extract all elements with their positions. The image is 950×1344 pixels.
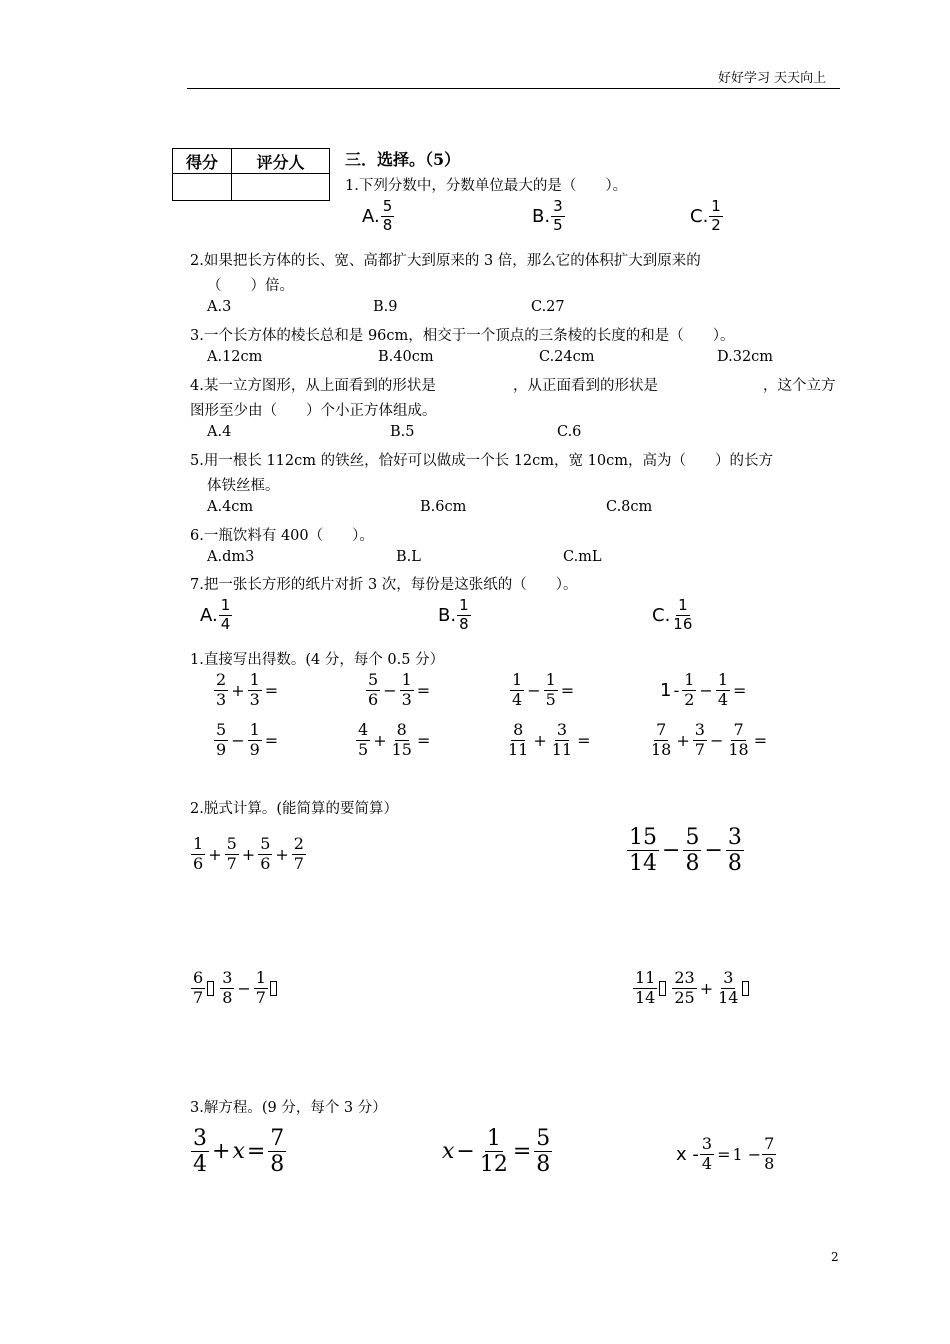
unknown-operator-box (659, 981, 666, 996)
unknown-operator-box (270, 981, 277, 996)
calc1-item-8: $\frac{7}{18}$ + $\frac{3}{7}$ − $\frac{7}{18}$ = (651, 720, 768, 759)
calc2-expr-3: $\frac{6}{7}$ $\frac{3}{8}$ − $\frac{1}{7}$ (190, 970, 278, 1007)
q6-option-b: B.L (396, 549, 421, 565)
score-label: 得分 (173, 149, 232, 174)
q7-option-a: A. $\frac{1}{4}$ (200, 596, 231, 633)
grader-cell[interactable] (232, 174, 330, 201)
q5-line1: 5.用一根长 112cm 的铁丝，恰好可以做成一个长 12cm，宽 10cm，高为（ ）的长方 (190, 453, 773, 469)
calc1-item-1: $\frac{2}{3}$ + $\frac{1}{3}$ = (216, 670, 279, 709)
q2-line2: （ ）倍。 (207, 278, 294, 294)
calc3-title: 3.解方程。(9 分，每个 3 分） (190, 1100, 387, 1116)
q4-part1: 4.某一立方图形，从上面看到的形状是 (190, 378, 436, 394)
q2-line1: 2.如果把长方体的长、宽、高都扩大到原来的 3 倍，那么它的体积扩大到原来的 (190, 253, 701, 269)
q1-option-c: C. $\frac{1}{2}$ (690, 197, 721, 234)
q7-option-b: B. $\frac{1}{8}$ (438, 596, 469, 633)
q4-part2: ，从正面看到的形状是 (513, 378, 658, 394)
q4-part3: ，这个立方 (763, 378, 836, 394)
calc2-title: 2.脱式计算。(能简算的要简算） (190, 801, 398, 817)
calc1-item-6: $\frac{4}{5}$ + $\frac{8}{15}$ = (358, 720, 431, 759)
calc1-item-2: $\frac{5}{6}$ − $\frac{1}{3}$ = (368, 670, 431, 709)
q2-option-b: B.9 (373, 299, 398, 315)
calc1-item-5: $\frac{5}{9}$ − $\frac{1}{9}$ = (216, 720, 279, 759)
calc2-expr-1: $\frac{1}{6}$ + $\frac{5}{7}$ + $\frac{5}{6}$ + $\frac{2}{7}$ (193, 834, 304, 873)
calc1-item-4: 1 - $\frac{1}{2}$ − $\frac{1}{4}$ = (660, 670, 747, 709)
calc1-title: 1.直接写出得数。(4 分，每个 0.5 分） (190, 652, 445, 668)
q4-line2: 图形至少由（ ）个小正方体组成。 (190, 403, 437, 419)
q5-line2: 体铁丝框。 (207, 478, 280, 494)
equation-1: $\frac{3}{4}$ + x = $\frac{7}{8}$ (193, 1126, 285, 1178)
q7-option-c: C. $\frac{1}{16}$ (652, 596, 693, 633)
page-number: 2 (831, 1250, 839, 1264)
q1-option-b: B. $\frac{3}{5}$ (532, 197, 563, 234)
q1-text: 1.下列分数中，分数单位最大的是（ ）。 (345, 178, 628, 194)
q2-option-a: A.3 (207, 299, 232, 315)
q4-option-c: C.6 (557, 424, 582, 440)
q4-option-a: A.4 (207, 424, 232, 440)
unknown-operator-box (207, 981, 214, 996)
q3-option-b: B.40cm (378, 349, 434, 365)
q5-option-c: C.8cm (606, 499, 653, 515)
score-cell[interactable] (173, 174, 232, 201)
header-rule (187, 88, 840, 89)
q3-option-c: C.24cm (539, 349, 595, 365)
calc1-item-7: $\frac{8}{11}$ + $\frac{3}{11}$ = (508, 720, 591, 759)
q2-option-c: C.27 (531, 299, 565, 315)
q5-option-b: B.6cm (420, 499, 467, 515)
section-title: 三．选择。（5） (345, 150, 461, 169)
calc1-item-3: $\frac{1}{4}$ − $\frac{1}{5}$ = (512, 670, 575, 709)
unknown-operator-box (742, 981, 749, 996)
q6-option-a: A.dm3 (207, 549, 255, 565)
header-motto: 好好学习 天天向上 (718, 71, 827, 86)
q3-option-d: D.32cm (717, 349, 774, 365)
q4-option-b: B.5 (390, 424, 415, 440)
q6-option-c: C.mL (563, 549, 602, 565)
equation-3: x - $\frac{3}{4}$ = 1 − $\frac{7}{8}$ (676, 1134, 775, 1173)
q5-option-a: A.4cm (207, 499, 254, 515)
q3-text: 3.一个长方体的棱长总和是 96cm，相交于一个顶点的三条棱的长度的和是（ ）。 (190, 328, 735, 344)
q1-option-a: A. $\frac{5}{8}$ (362, 197, 393, 234)
equation-2: x − $\frac{1}{12}$ = $\frac{5}{8}$ (442, 1126, 551, 1178)
grader-label: 评分人 (232, 149, 330, 174)
score-table (172, 148, 330, 201)
q6-text: 6.一瓶饮料有 400（ ）。 (190, 528, 374, 544)
q7-text: 7.把一张长方形的纸片对折 3 次，每份是这张纸的（ ）。 (190, 577, 578, 593)
calc2-expr-4: $\frac{11}{14}$ $\frac{23}{25}$ + $\frac{3}{14}$ (632, 970, 750, 1007)
calc2-expr-2: $\frac{15}{14}$ − $\frac{5}{8}$ − $\frac{3}{8}$ (629, 825, 742, 877)
q3-option-a: A.12cm (207, 349, 263, 365)
